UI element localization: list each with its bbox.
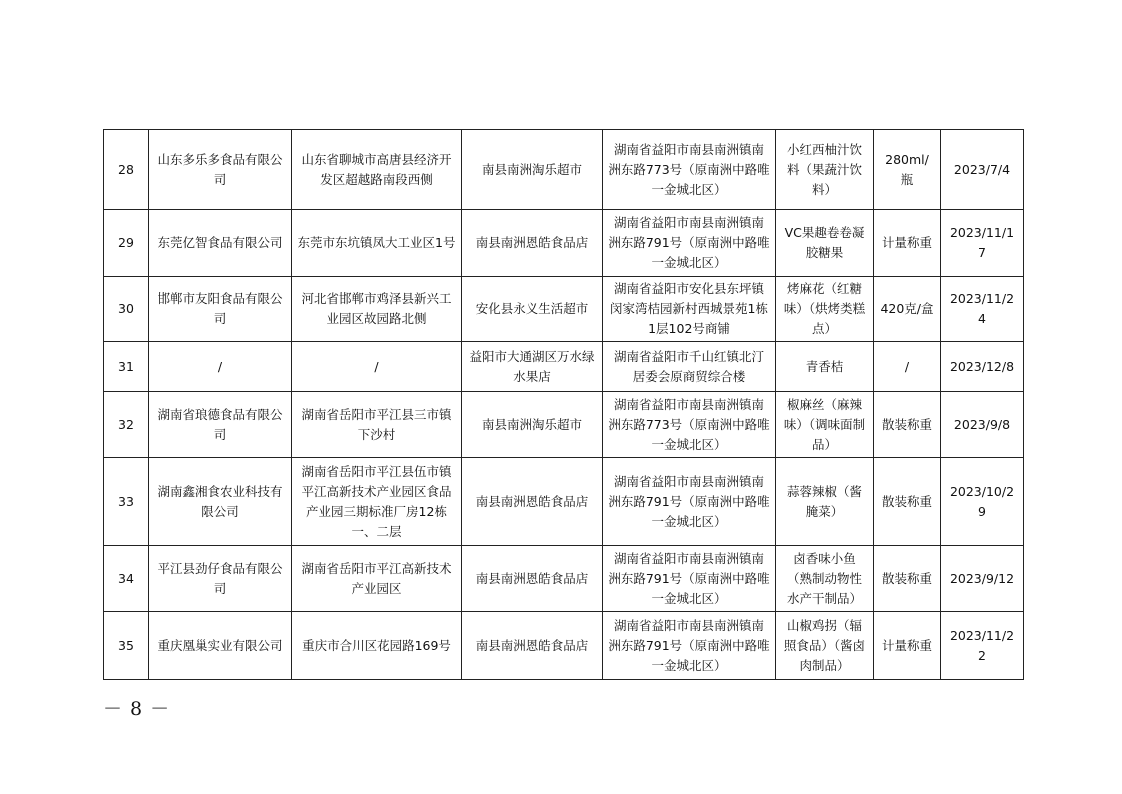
table-row (104, 210, 1024, 277)
cell-date: 2023/9/12 (941, 546, 1024, 612)
cell-producer-address: / (292, 342, 462, 392)
cell-seller-address: 湖南省益阳市千山红镇北汀居委会原商贸综合楼 (603, 342, 776, 392)
cell-date: 2023/12/8 (941, 342, 1024, 392)
table-row (104, 342, 1024, 392)
cell-seller-address: 湖南省益阳市南县南洲镇南洲东路773号（原南洲中路唯一金城北区） (603, 130, 776, 210)
cell-product: 山椒鸡拐（辐照食品）（酱卤肉制品） (776, 612, 874, 680)
cell-spec: 420克/盒 (874, 277, 941, 342)
cell-seller-address: 湖南省益阳市南县南洲镇南洲东路791号（原南洲中路唯一金城北区） (603, 546, 776, 612)
table-row (104, 130, 1024, 210)
cell-producer: 邯郸市友阳食品有限公司 (149, 277, 292, 342)
cell-producer: 山东多乐多食品有限公司 (149, 130, 292, 210)
cell-spec: 散装称重 (874, 458, 941, 546)
table-row (104, 612, 1024, 680)
cell-date: 2023/10/29 (941, 458, 1024, 546)
cell-producer-address: 湖南省岳阳市平江县伍市镇平江高新技术产业园区食品产业园三期标准厂房12栋一、二层 (292, 458, 462, 546)
cell-seller-address: 湖南省益阳市南县南洲镇南洲东路773号（原南洲中路唯一金城北区） (603, 392, 776, 458)
cell-spec: 计量称重 (874, 612, 941, 680)
cell-product: 青香桔 (776, 342, 874, 392)
cell-spec: 280ml/瓶 (874, 130, 941, 210)
table-row (104, 546, 1024, 612)
cell-producer: 平江县劲仔食品有限公司 (149, 546, 292, 612)
cell-spec: / (874, 342, 941, 392)
cell-seller: 南县南洲恩皓食品店 (462, 612, 603, 680)
cell-seller-address: 湖南省益阳市南县南洲镇南洲东路791号（原南洲中路唯一金城北区） (603, 458, 776, 546)
cell-producer: / (149, 342, 292, 392)
cell-seller: 南县南洲淘乐超市 (462, 392, 603, 458)
cell-date: 2023/11/22 (941, 612, 1024, 680)
cell-seller: 益阳市大通湖区万水绿水果店 (462, 342, 603, 392)
table-row (104, 392, 1024, 458)
cell-producer: 湖南鑫湘食农业科技有限公司 (149, 458, 292, 546)
cell-date: 2023/9/8 (941, 392, 1024, 458)
cell-producer-address: 山东省聊城市高唐县经济开发区超越路南段西侧 (292, 130, 462, 210)
cell-seller: 南县南洲恩皓食品店 (462, 458, 603, 546)
cell-product: 卤香味小鱼（熟制动物性水产干制品） (776, 546, 874, 612)
cell-producer: 重庆凰巢实业有限公司 (149, 612, 292, 680)
cell-producer-address: 河北省邯郸市鸡泽县新兴工业园区故园路北侧 (292, 277, 462, 342)
cell-product: 小红西柚汁饮料（果蔬汁饮料） (776, 130, 874, 210)
table-row (104, 277, 1024, 342)
cell-seller: 南县南洲恩皓食品店 (462, 210, 603, 277)
table-row (104, 458, 1024, 546)
cell-no: 28 (104, 130, 149, 210)
cell-seller: 南县南洲淘乐超市 (462, 130, 603, 210)
cell-producer-address: 东莞市东坑镇凤大工业区1号 (292, 210, 462, 277)
cell-seller-address: 湖南省益阳市南县南洲镇南洲东路791号（原南洲中路唯一金城北区） (603, 210, 776, 277)
cell-product: 椒麻丝（麻辣味）（调味面制品） (776, 392, 874, 458)
cell-no: 34 (104, 546, 149, 612)
cell-seller-address: 湖南省益阳市南县南洲镇南洲东路791号（原南洲中路唯一金城北区） (603, 612, 776, 680)
cell-no: 30 (104, 277, 149, 342)
cell-seller-address: 湖南省益阳市安化县东坪镇闵家湾桔园新村西城景苑1栋1层102号商铺 (603, 277, 776, 342)
cell-producer-address: 湖南省岳阳市平江高新技术产业园区 (292, 546, 462, 612)
cell-spec: 散装称重 (874, 392, 941, 458)
cell-spec: 散装称重 (874, 546, 941, 612)
cell-product: 烤麻花（红糖味）（烘烤类糕点） (776, 277, 874, 342)
cell-date: 2023/7/4 (941, 130, 1024, 210)
cell-producer-address: 湖南省岳阳市平江县三市镇下沙村 (292, 392, 462, 458)
cell-producer-address: 重庆市合川区花园路169号 (292, 612, 462, 680)
cell-no: 31 (104, 342, 149, 392)
cell-date: 2023/11/24 (941, 277, 1024, 342)
cell-no: 35 (104, 612, 149, 680)
cell-no: 29 (104, 210, 149, 277)
cell-no: 33 (104, 458, 149, 546)
cell-producer: 东莞亿智食品有限公司 (149, 210, 292, 277)
page-number: － 8 － (103, 698, 171, 720)
cell-product: 蒜蓉辣椒（酱腌菜） (776, 458, 874, 546)
cell-seller: 南县南洲恩皓食品店 (462, 546, 603, 612)
sampling-table (103, 129, 1024, 680)
cell-spec: 计量称重 (874, 210, 941, 277)
cell-producer: 湖南省琅德食品有限公司 (149, 392, 292, 458)
cell-seller: 安化县永义生活超市 (462, 277, 603, 342)
cell-no: 32 (104, 392, 149, 458)
cell-date: 2023/11/17 (941, 210, 1024, 277)
cell-product: VC果趣卷卷凝胶糖果 (776, 210, 874, 277)
